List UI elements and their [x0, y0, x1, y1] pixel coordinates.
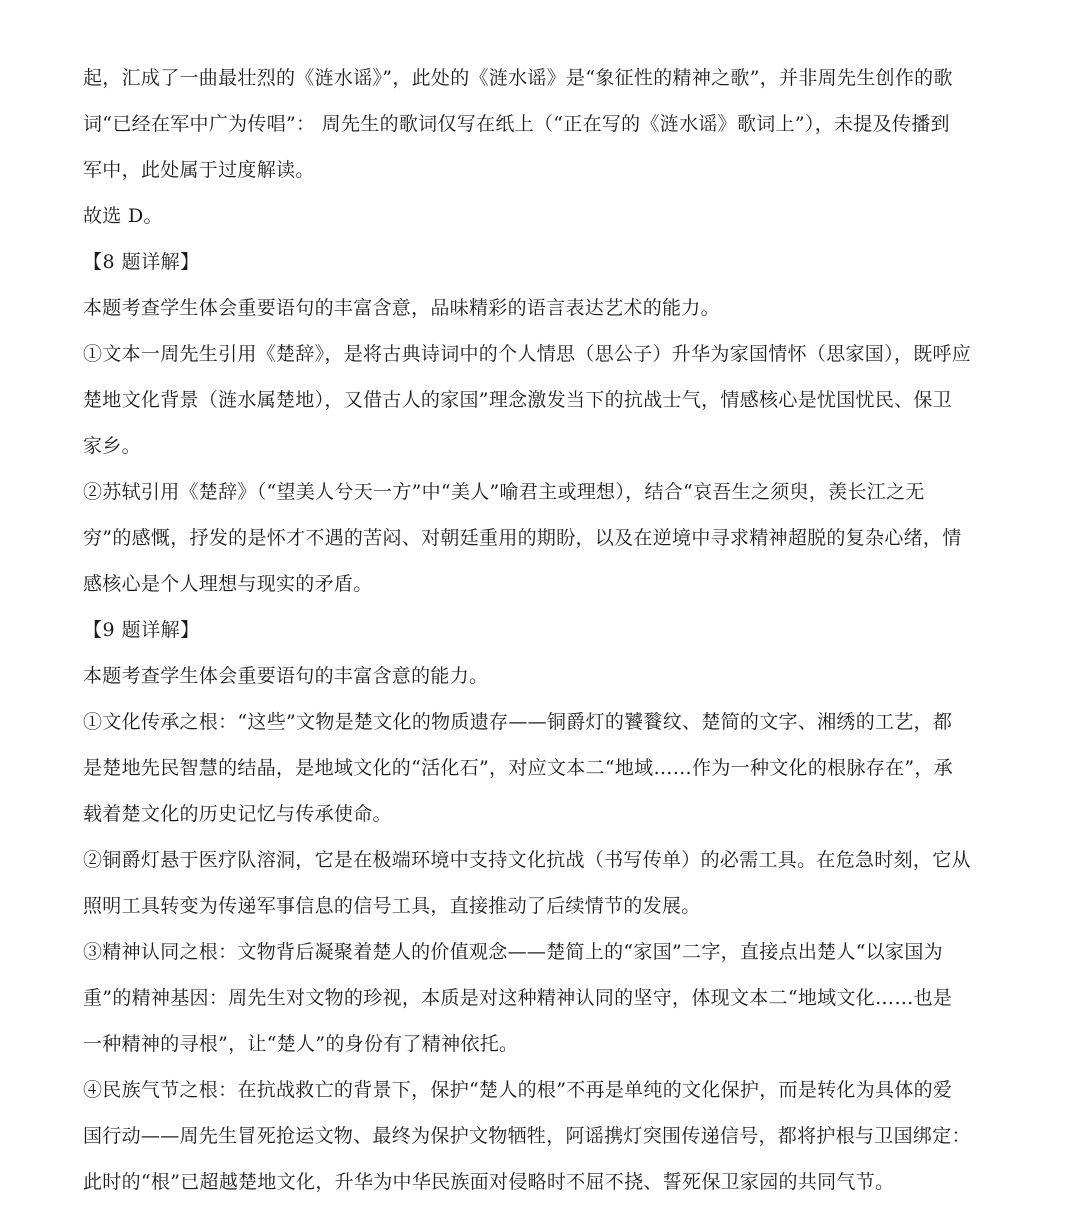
text-line: 本题考查学生体会重要语句的丰富含意的能力。 [83, 665, 489, 687]
text-line: 词“已经在军中广为传唱”： 周先生的歌词仅写在纸上（“正在写的《涟水谣》歌词上”），未提及传播到 [83, 113, 950, 135]
text-line: 是楚地先民智慧的结晶，是地域文化的“活化石”，对应文本二“地域……作为一种文化的根脉存在”，承 [83, 757, 953, 779]
text-line: 一种精神的寻根”，让“楚人”的身份有了精神依托。 [83, 1033, 519, 1055]
section-heading-9: 【9 题详解】 [83, 619, 200, 641]
text-line: 照明工具转变为传递军事信息的信号工具，直接推动了后续情节的发展。 [83, 895, 701, 917]
text-line: ③精神认同之根：文物背后凝聚着楚人的价值观念——楚简上的“家国”二字，直接点出楚人“以家国为 [83, 941, 943, 963]
text-line: ④民族气节之根：在抗战救亡的背景下，保护“楚人的根”不再是单纯的文化保护，而是转化为具体的爱 [83, 1079, 953, 1101]
section-heading-8: 【8 题详解】 [83, 251, 200, 273]
text-line: 军中，此处属于过度解读。 [83, 159, 315, 181]
answer-line: 故选 D。 [83, 205, 163, 227]
text-line: 此时的“根”已超越楚地文化，升华为中华民族面对侵略时不屈不挠、誓死保卫家园的共同气节。 [83, 1171, 895, 1193]
text-line: 本题考查学生体会重要语句的丰富含意，品味精彩的语言表达艺术的能力。 [83, 297, 720, 319]
text-line: ②铜爵灯悬于医疗队溶洞，它是在极端环境中支持文化抗战（书写传单）的必需工具。在危急时刻，它从 [83, 849, 971, 871]
text-line: ①文化传承之根：“这些”文物是楚文化的物质遗存——铜爵灯的饕餮纹、楚简的文字、湘绣的工艺，都 [83, 711, 953, 733]
text-line: ②苏轼引用《楚辞》（“望美人兮天一方”中“美人”喻君主或理想），结合“哀吾生之须臾，羡长江之无 [83, 481, 925, 503]
text-line: ①文本一周先生引用《楚辞》，是将古典诗词中的个人情思（思公子）升华为家国情怀（思家国），既呼应 [83, 343, 972, 365]
text-line: 穷”的感慨，抒发的是怀才不遇的苦闷、对朝廷重用的期盼，以及在逆境中寻求精神超脱的复杂心绪，情 [83, 527, 962, 549]
text-line: 重”的精神基因：周先生对文物的珍视，本质是对这种精神认同的坚守，体现文本二“地域文化……也是 [83, 987, 953, 1009]
text-line: 国行动——周先生冒死抢运文物、最终为保护文物牺牲，阿谣携灯突围传递信号，都将护根与卫国绑定： [83, 1125, 971, 1147]
text-line: 家乡。 [83, 435, 141, 457]
text-line: 起，汇成了一曲最壮烈的《涟水谣》”，此处的《涟水谣》是“象征性的精神之歌”，并非周先生创作的歌 [83, 67, 953, 89]
text-line: 感核心是个人理想与现实的矛盾。 [83, 573, 373, 595]
text-line: 楚地文化背景（涟水属楚地），又借古人的家国”理念激发当下的抗战士气，情感核心是忧国忧民、保卫 [83, 389, 953, 411]
text-line: 载着楚文化的历史记忆与传承使命。 [83, 803, 392, 825]
